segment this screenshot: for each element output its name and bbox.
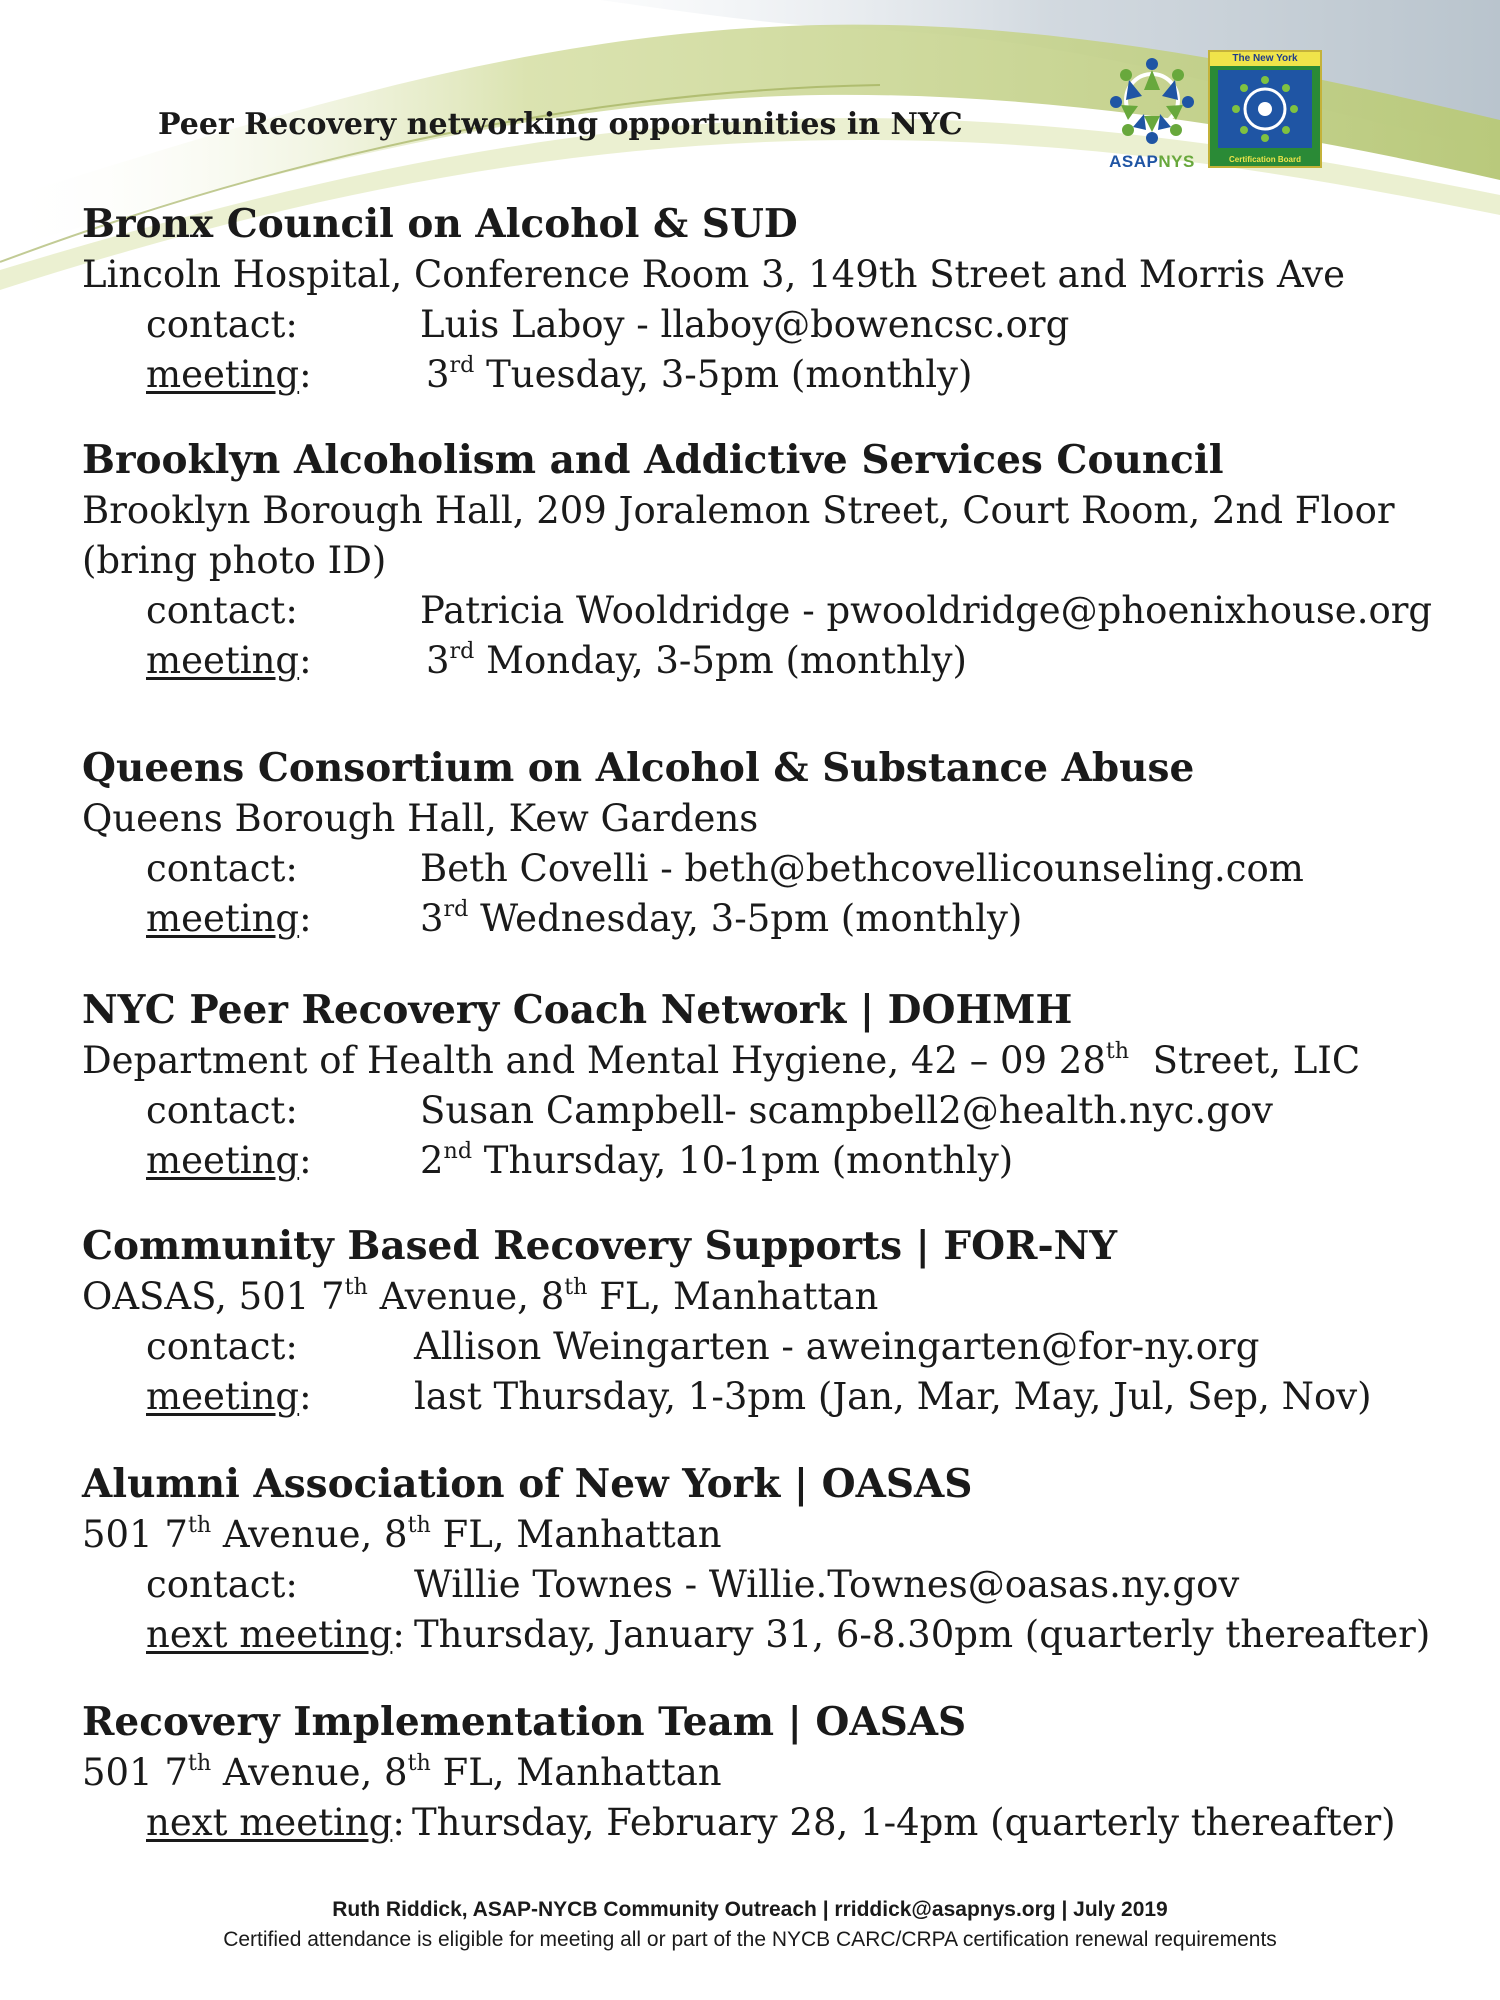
org-address: 501 7th Avenue, 8th FL, Manhattan [82,1749,722,1794]
org-queens-consortium [82,742,1462,944]
meeting-row [82,1798,1462,1848]
certification-board-bottom-text: Certification Board [1228,155,1301,164]
meeting-value: Thursday, February 28, 1-4pm (quarterly thereafter) [412,1801,1396,1844]
contact-value: Allison Weingarten - aweingarten@for-ny.org [414,1325,1260,1368]
meeting-value: 2nd Thursday, 10-1pm (monthly) [420,1137,1014,1182]
org-brooklyn-council [82,434,1462,686]
contact-value: Willie Townes - Willie.Townes@oasas.ny.gov [414,1563,1240,1606]
certification-board-logo [1208,50,1322,168]
org-name: Queens Consortium on Alcohol & Substance Abuse [82,745,1195,791]
contact-row [82,844,1462,894]
org-name: Recovery Implementation Team | OASAS [82,1699,967,1745]
meeting-label: meeting: [146,897,312,940]
contact-row [82,1322,1462,1372]
next-meeting-label: next meeting: [146,1801,405,1844]
next-meeting-label: next meeting: [146,1613,405,1656]
contact-value: Luis Laboy - llaboy@bowencsc.org [420,303,1070,346]
contact-row [82,586,1462,636]
people-circle-icon [1100,50,1204,146]
page-title: Peer Recovery networking opportunities in NYC [158,107,963,142]
org-name: Alumni Association of New York | OASAS [82,1461,973,1507]
meeting-label: meeting: [146,1139,312,1182]
meeting-label: meeting: [146,639,312,682]
meeting-value: Thursday, January 31, 6-8.30pm (quarterly thereafter) [414,1613,1431,1656]
meeting-value: 3rd Tuesday, 3-5pm (monthly) [426,351,973,396]
contact-label: contact: [146,589,298,632]
logos [1100,50,1324,172]
contact-value: Patricia Wooldridge - pwooldridge@phoenixhouse.org [420,589,1433,632]
org-nyc-peer-recovery-network [82,984,1462,1186]
meeting-row [82,350,1462,400]
contact-row [82,300,1462,350]
certification-board-top-text: The New York [1210,52,1320,66]
org-address-note: (bring photo ID) [82,539,387,582]
org-address: Department of Health and Mental Hygiene, 42 – 09 28th Street, LIC [82,1037,1361,1082]
org-name: Bronx Council on Alcohol & SUD [82,201,798,247]
meeting-row [82,1136,1462,1186]
contact-row [82,1086,1462,1136]
meeting-row [82,1372,1462,1422]
org-name: NYC Peer Recovery Coach Network | DOHMH [82,987,1073,1033]
org-address: Brooklyn Borough Hall, 209 Joralemon Street, Court Room, 2nd Floor [82,489,1395,532]
contact-label: contact: [146,1563,298,1606]
meeting-row [82,1610,1462,1660]
org-address: Queens Borough Hall, Kew Gardens [82,797,759,840]
meeting-row [82,636,1462,686]
asap-logo [1100,50,1204,172]
asap-logo-label: ASAPNYS [1109,152,1195,171]
meeting-label: meeting: [146,353,312,396]
org-name: Community Based Recovery Supports | FOR-NY [82,1223,1118,1269]
people-circle-icon [1218,70,1312,148]
footer-credit: Ruth Riddick, ASAP-NYCB Community Outreach | rriddick@asapnys.org | July 2019 [332,1898,1168,1921]
meeting-row [82,894,1462,944]
contact-label: contact: [146,847,298,890]
meeting-value: 3rd Monday, 3-5pm (monthly) [426,637,967,682]
org-address: OASAS, 501 7th Avenue, 8th FL, Manhattan [82,1273,879,1318]
org-recovery-implementation-team [82,1696,1462,1848]
contact-value: Beth Covelli - beth@bethcovellicounseling.com [420,847,1304,890]
contact-label: contact: [146,1089,298,1132]
org-name: Brooklyn Alcoholism and Addictive Services Council [82,437,1224,483]
contact-label: contact: [146,303,298,346]
certification-board-emblem [1218,70,1312,148]
contact-value: Susan Campbell- scampbell2@health.nyc.gov [420,1089,1273,1132]
footer-note: Certified attendance is eligible for meeting all or part of the NYCB CARC/CRPA certification renewal requirements [223,1928,1277,1951]
contact-label: contact: [146,1325,298,1368]
org-community-based-recovery-supports [82,1220,1462,1422]
org-bronx-council [82,198,1462,400]
contact-row [82,1560,1462,1610]
org-address: 501 7th Avenue, 8th FL, Manhattan [82,1511,722,1556]
org-alumni-association [82,1458,1462,1660]
footer [0,1895,1500,1955]
org-address: Lincoln Hospital, Conference Room 3, 149th Street and Morris Ave [82,253,1345,296]
meeting-value: last Thursday, 1-3pm (Jan, Mar, May, Jul, Sep, Nov) [414,1375,1372,1418]
meeting-value: 3rd Wednesday, 3-5pm (monthly) [420,895,1023,940]
meeting-label: meeting: [146,1375,312,1418]
